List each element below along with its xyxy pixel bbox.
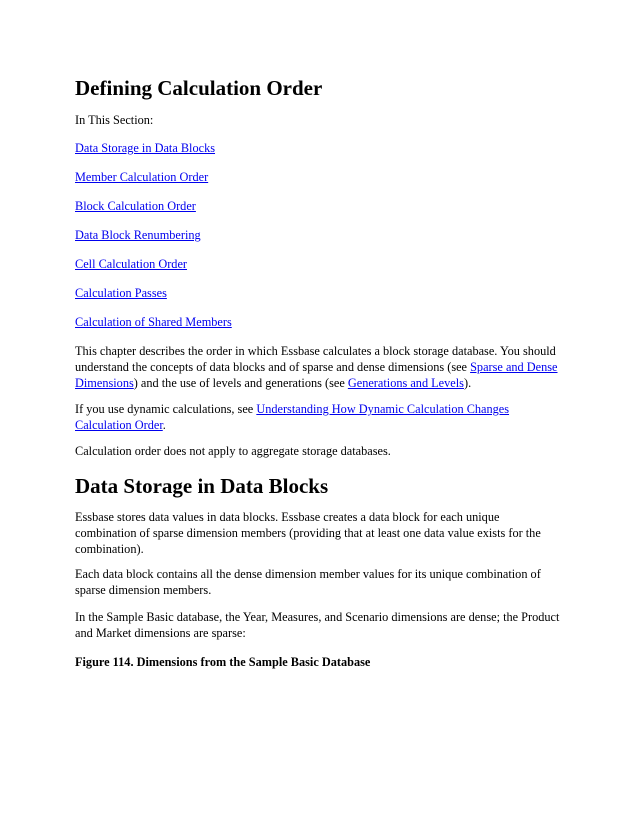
toc-link-data-storage[interactable]: Data Storage in Data Blocks bbox=[75, 141, 216, 155]
toc-link-shared-members[interactable]: Calculation of Shared Members bbox=[75, 315, 232, 329]
page-title: Defining Calculation Order bbox=[75, 76, 323, 100]
toc-link-cell-calculation-order[interactable]: Cell Calculation Order bbox=[75, 257, 188, 271]
link-dynamic-calculation[interactable]: Understanding How Dynamic Calculation Changes Calculation Order bbox=[75, 402, 510, 432]
section-paragraph-3: In the Sample Basic database, the Year, Measures, and Scenario dimensions are dense; the Product and Market dimensions are sparse: bbox=[75, 610, 560, 640]
toc-link-data-block-renumbering[interactable]: Data Block Renumbering bbox=[75, 228, 201, 242]
dynamic-calc-paragraph bbox=[75, 401, 560, 433]
intro-text-2: ) and the use of levels and generations (see bbox=[133, 376, 348, 390]
toc-link-calculation-passes[interactable]: Calculation Passes bbox=[75, 286, 167, 300]
intro-text-3: ). bbox=[463, 376, 472, 390]
in-section-label: In This Section: bbox=[75, 113, 154, 127]
aggregate-note: Calculation order does not apply to aggregate storage databases. bbox=[75, 444, 391, 458]
section-paragraph-2: Each data block contains all the dense dimension member values for its unique combination of sparse dimension members. bbox=[75, 567, 541, 597]
dynamic-text-1: If you use dynamic calculations, see bbox=[75, 402, 257, 416]
dynamic-text-2: . bbox=[162, 418, 166, 432]
link-sparse-dense-dimensions[interactable]: Sparse and Dense Dimensions bbox=[75, 360, 558, 390]
section-paragraph-1: Essbase stores data values in data blocks. Essbase creates a data block for each unique combination of sparse dimension members (providing that at least one data value exists for the combination). bbox=[75, 510, 541, 556]
intro-text-1: This chapter describes the order in which Essbase calculates a block storage database. You should understand the concepts of data blocks and of sparse and dense dimensions (see bbox=[75, 344, 556, 374]
figure-caption: Figure 114. Dimensions from the Sample Basic Database bbox=[75, 655, 371, 669]
link-generations-levels[interactable]: Generations and Levels bbox=[347, 376, 464, 390]
section-title: Data Storage in Data Blocks bbox=[75, 474, 329, 498]
toc-link-block-calculation-order[interactable]: Block Calculation Order bbox=[75, 199, 196, 213]
toc-link-member-calculation-order[interactable]: Member Calculation Order bbox=[75, 170, 209, 184]
intro-paragraph bbox=[75, 343, 560, 391]
